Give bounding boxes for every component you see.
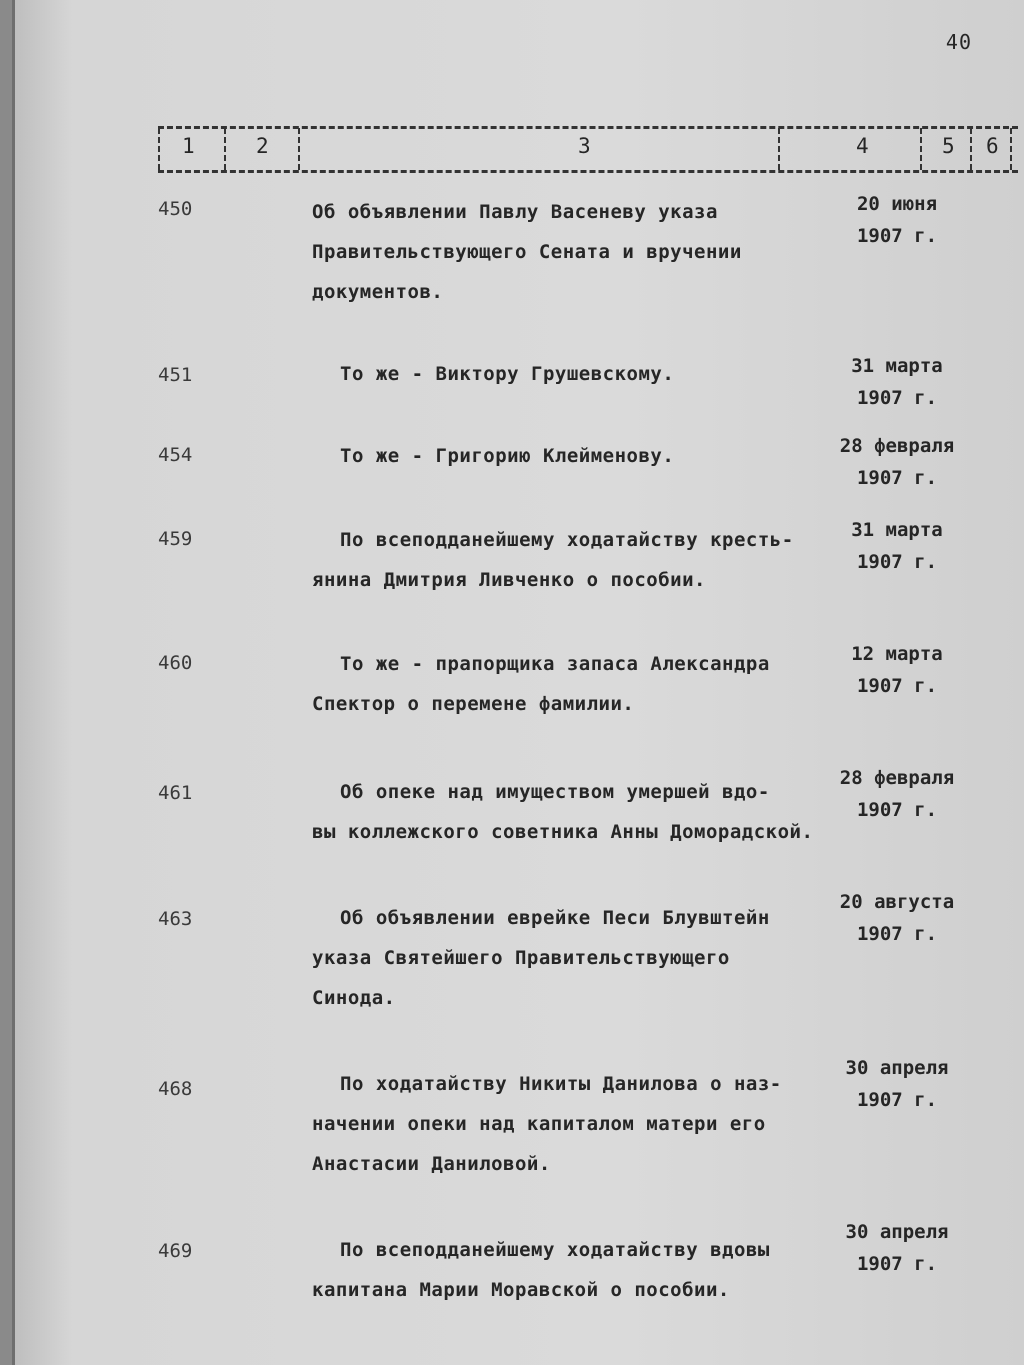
entry-text: То же - Виктору Грушевскому.	[340, 363, 675, 385]
column-header	[158, 126, 1018, 174]
header-separator	[778, 128, 780, 170]
header-separator	[158, 128, 160, 170]
header-column-1: 1	[182, 134, 195, 158]
entry-text: Об объявлении еврейке Песи Блувштейн указа Святейшего Правительствующего Синода.	[312, 907, 770, 1009]
entry-number: 469	[158, 1240, 193, 1262]
entry-date: 20 июня 1907 г.	[856, 193, 938, 247]
entry-date: 28 февраля 1907 г.	[839, 435, 955, 489]
entry-text: То же - Григорию Клейменову.	[340, 445, 675, 467]
header-column-6: 6	[986, 134, 999, 158]
entry-date: 12 марта 1907 г.	[851, 643, 943, 697]
entry-number: 460	[158, 652, 193, 674]
header-column-4: 4	[856, 134, 869, 158]
entry-number: 459	[158, 528, 193, 550]
header-top-rule	[158, 126, 1018, 129]
header-column-3: 3	[578, 134, 591, 158]
entry-number: 454	[158, 444, 193, 466]
header-column-5: 5	[942, 134, 955, 158]
entry-text: То же - прапорщика запаса Александра Спектор о перемене фамилии.	[312, 653, 770, 715]
entry-number: 463	[158, 908, 193, 930]
entry-date: 20 августа 1907 г.	[839, 891, 955, 945]
entry-number: 461	[158, 782, 193, 804]
entry-number: 468	[158, 1078, 193, 1100]
entry-text: По всеподданейшему ходатайству вдовы капитана Марии Моравской о пособии.	[312, 1239, 770, 1301]
header-bottom-rule	[158, 170, 1018, 173]
header-separator	[1010, 128, 1012, 170]
document-page	[12, 0, 1024, 1365]
page-number: 40	[945, 30, 972, 54]
entry-text: По всеподданейшему ходатайству кресть- янина Дмитрия Ливченко о пособии.	[312, 529, 794, 591]
entry-date: 30 апреля 1907 г.	[845, 1057, 949, 1111]
header-column-2: 2	[256, 134, 269, 158]
entry-text: Об объявлении Павлу Васеневу указа Правительствующего Сената и вручении документов.	[312, 201, 742, 303]
entry-number: 451	[158, 364, 193, 386]
entry-text: По ходатайству Никиты Данилова о наз- начении опеки над капиталом матери его Анастасии Даниловой.	[312, 1073, 782, 1175]
header-separator	[920, 128, 922, 170]
entry-date: 31 марта 1907 г.	[851, 519, 943, 573]
entry-number: 450	[158, 198, 193, 220]
header-separator	[970, 128, 972, 170]
entry-date: 28 февраля 1907 г.	[839, 767, 955, 821]
header-separator	[298, 128, 300, 170]
entry-date: 31 марта 1907 г.	[851, 355, 943, 409]
header-separator	[224, 128, 226, 170]
entry-date: 30 апреля 1907 г.	[845, 1221, 949, 1275]
page-edge-shadow	[12, 0, 15, 1365]
entry-text: Об опеке над имуществом умершей вдо- вы коллежского советника Анны Доморадской.	[312, 781, 814, 843]
